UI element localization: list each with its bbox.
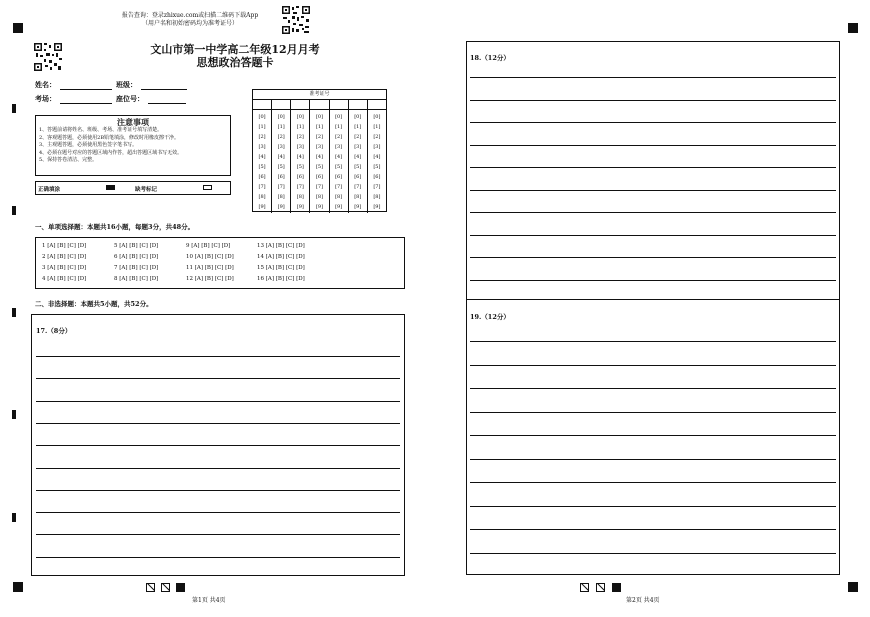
ticket-digit-bubble[interactable]: [1] [315,124,324,130]
writing-line [470,341,836,342]
writing-line [36,445,400,446]
question-label-q17: 17.（8分） [36,327,72,335]
ticket-digit-bubble[interactable]: [5] [335,164,343,170]
ticket-digit-bubble[interactable]: [7] [296,184,304,190]
qr-code-icon [281,5,311,35]
ticket-digit-bubble[interactable]: [6] [296,174,304,180]
writing-line [36,378,400,379]
ticket-title: 准考证号 [253,90,386,100]
ticket-digit-bubble[interactable]: [5] [315,164,324,170]
ticket-write-cell[interactable] [330,100,349,109]
writing-line [470,506,836,507]
ticket-digit-bubble[interactable]: [3] [315,144,324,150]
writing-line [36,356,400,357]
ticket-digit-bubble[interactable]: [7] [258,184,266,190]
correct-fill-label: 正确填涂 [38,187,61,193]
writing-line [36,468,400,469]
ticket-digit-columns [253,110,386,213]
ticket-digit-bubble[interactable]: [9] [354,204,362,210]
page-marker-slashed-box [596,583,605,592]
ticket-write-cell[interactable] [291,100,310,109]
writing-line [470,365,836,366]
ticket-digit-bubble[interactable]: [7] [335,184,343,190]
ticket-digit-bubble[interactable]: [0] [315,114,324,120]
ticket-digit-bubble[interactable]: [3] [258,144,266,150]
side-tick-mark [12,513,16,522]
mc-question-12[interactable]: 12 [A] [B] [C] [D] [186,276,234,282]
ticket-digit-bubble[interactable]: [5] [296,164,304,170]
ticket-digit-bubble[interactable]: [4] [258,154,266,160]
mc-question-8[interactable]: 8 [A] [B] [C] [D] [114,276,159,282]
ticket-digit-bubble[interactable]: [5] [354,164,362,170]
ticket-digit-bubble[interactable]: [1] [354,124,362,130]
ticket-digit-bubble[interactable]: [1] [258,124,266,130]
qr-code-icon [33,42,63,72]
notice-box [35,115,231,176]
ticket-digit-bubble[interactable]: [9] [296,204,304,210]
ticket-digit-bubble[interactable]: [3] [335,144,343,150]
side-tick-mark [12,206,16,215]
ticket-digit-bubble[interactable]: [8] [296,194,304,200]
writing-line [36,557,400,558]
writing-line [470,100,836,101]
answer-box-q17[interactable] [31,314,405,576]
writing-line [470,553,836,554]
ticket-digit-bubble[interactable]: [6] [354,174,362,180]
room-seat-row [35,94,186,104]
page-marker-slashed-box [146,583,155,592]
notice-item: 1、答题前请将姓名、班级、考场、准考证号填写清楚。 [39,127,163,133]
ticket-digit-bubble[interactable]: [4] [335,154,343,160]
ticket-digit-bubble[interactable]: [0] [258,114,266,120]
ticket-digit-bubble[interactable]: [7] [277,184,285,190]
fill-legend [35,181,231,195]
exam-subtitle: 思想政治答题卡 [196,56,274,69]
section1-title: 一、单项选择题：本题共16小题，每题3分，共48分。 [35,223,195,231]
mc-question-15[interactable]: 15 [A] [B] [C] [D] [257,265,305,271]
ticket-digit-bubble[interactable]: [0] [354,114,362,120]
notice-title: 注意事项 [117,117,149,127]
ticket-digit-bubble[interactable]: [8] [258,194,266,200]
notice-item: 5、保持答卷清洁、完整。 [39,157,98,163]
ticket-digit-bubble[interactable]: [0] [277,114,285,120]
ticket-digit-bubble[interactable]: [5] [277,164,285,170]
writing-line [470,235,836,236]
header-note [115,12,265,28]
corner-mark-top-right [848,23,858,33]
answer-box-q18[interactable] [466,41,840,299]
ticket-digit-bubble[interactable]: [1] [335,124,343,130]
ticket-digit-bubble[interactable]: [6] [373,174,381,180]
corner-mark-bottom-right [848,582,858,592]
ticket-digit-bubble[interactable]: [8] [315,194,324,200]
ticket-digit-bubble[interactable]: [3] [373,144,381,150]
ticket-number-grid [252,89,387,212]
corner-mark-top-left [13,23,23,33]
ticket-digit-bubble[interactable]: [8] [373,194,381,200]
ticket-digit-column [368,110,386,213]
class-field[interactable] [141,81,187,90]
writing-line [36,512,400,513]
correct-fill-sample [106,185,115,190]
corner-mark-bottom-left [13,582,23,592]
page-footer-1: 第1页 共4页 [192,597,226,604]
ticket-digit-bubble[interactable]: [7] [373,184,381,190]
name-class-row [35,80,187,90]
ticket-digit-bubble[interactable]: [0] [335,114,343,120]
ticket-digit-bubble[interactable]: [2] [335,134,343,140]
writing-line [470,122,836,123]
mc-question-3[interactable]: 3 [A] [B] [C] [D] [42,265,87,271]
ticket-digit-bubble[interactable]: [4] [296,154,304,160]
ticket-digit-bubble[interactable]: [9] [373,204,381,210]
mc-question-6[interactable]: 6 [A] [B] [C] [D] [114,254,159,260]
writing-line [470,212,836,213]
side-tick-mark [12,410,16,419]
writing-line [470,190,836,191]
mc-question-9[interactable]: 9 [A] [B] [C] [D] [186,243,231,249]
writing-line [470,435,836,436]
side-tick-mark [12,308,16,317]
ticket-digit-bubble[interactable]: [2] [258,134,266,140]
ticket-digit-column [253,110,272,213]
ticket-digit-bubble[interactable]: [9] [277,204,285,210]
ticket-digit-bubble[interactable]: [2] [296,134,304,140]
ticket-digit-bubble[interactable]: [1] [277,124,285,130]
writing-line [470,388,836,389]
page-marker-filled-box [612,583,621,592]
header-note-line1: 报告查询：登录zhixue.com或扫描二维码下载App [121,12,259,19]
seat-label: 座位号： [116,94,144,103]
notice-item: 4、必须在题号对应的答题区域内作答，超出答题区域书写无效。 [39,149,183,156]
exam-title: 文山市第一中学高二年级12月月考 [150,43,320,56]
writing-line [36,423,400,424]
ticket-digit-bubble[interactable]: [8] [335,194,343,200]
ticket-digit-bubble[interactable]: [5] [373,164,381,170]
ticket-digit-bubble[interactable]: [6] [315,174,324,180]
ticket-digit-bubble[interactable]: [8] [354,194,362,200]
ticket-digit-bubble[interactable]: [9] [258,204,266,210]
ticket-digit-column [272,110,291,213]
writing-line [36,401,400,402]
absent-mark-label: 缺考标记 [135,187,158,193]
notice-item: 3、主观题答题，必须使用黑色签字笔书写。 [39,142,138,148]
ticket-digit-bubble[interactable]: [2] [277,134,285,140]
ticket-write-cell[interactable] [310,100,329,109]
writing-line [470,145,836,146]
answer-box-q19[interactable] [466,300,840,575]
ticket-digit-column [349,110,368,213]
page-marker-slashed-box [161,583,170,592]
ticket-digit-bubble[interactable]: [4] [277,154,285,160]
writing-line [470,167,836,168]
seat-field[interactable] [148,95,186,104]
ticket-digit-bubble[interactable]: [1] [296,124,304,130]
ticket-digit-bubble[interactable]: [8] [277,194,285,200]
ticket-digit-bubble[interactable]: [0] [373,114,381,120]
ticket-digit-bubble[interactable]: [2] [354,134,362,140]
section2-title: 二、非选择题：本题共5小题，共52分。 [35,300,153,308]
ticket-digit-bubble[interactable]: [7] [315,184,324,190]
mc-question-1[interactable]: 1 [A] [B] [C] [D] [42,243,87,249]
ticket-digit-bubble[interactable]: [4] [354,154,362,160]
writing-line [36,534,400,535]
writing-line [470,412,836,413]
absent-mark-checkbox[interactable] [203,185,212,190]
ticket-digit-bubble[interactable]: [6] [258,174,266,180]
page-marker-slashed-box [580,583,589,592]
ticket-write-cell[interactable] [368,100,386,109]
ticket-digit-bubble[interactable]: [5] [258,164,266,170]
ticket-digit-bubble[interactable]: [1] [373,124,381,130]
ticket-digit-bubble[interactable]: [4] [315,154,324,160]
class-label: 班级： [116,80,137,89]
ticket-digit-bubble[interactable]: [4] [373,154,381,160]
header-note-line2: （用户名和初始密码均为准考证号） [141,20,238,27]
mc-question-5[interactable]: 5 [A] [B] [C] [D] [114,243,159,249]
page-marker-filled-box [176,583,185,592]
ticket-write-cell[interactable] [349,100,368,109]
multiple-choice-box [35,237,405,289]
ticket-digit-bubble[interactable]: [2] [315,134,324,140]
mc-question-13[interactable]: 13 [A] [B] [C] [D] [257,243,305,249]
ticket-digit-column [330,110,349,213]
mc-question-11[interactable]: 11 [A] [B] [C] [D] [186,265,234,271]
mc-question-14[interactable]: 14 [A] [B] [C] [D] [257,254,305,260]
ticket-digit-bubble[interactable]: [3] [296,144,304,150]
name-label: 姓名： [35,80,56,89]
ticket-digit-bubble[interactable]: [3] [354,144,362,150]
ticket-digit-bubble[interactable]: [9] [335,204,343,210]
name-field[interactable] [60,81,112,90]
ticket-digit-column [291,110,310,213]
ticket-write-cell[interactable] [253,100,272,109]
ticket-digit-bubble[interactable]: [6] [335,174,343,180]
writing-line [470,529,836,530]
page-footer-2: 第2页 共4页 [626,597,660,604]
writing-line [36,490,400,491]
ticket-write-row [253,100,386,110]
writing-line [470,459,836,460]
writing-line [470,77,836,78]
ticket-digit-bubble[interactable]: [3] [277,144,285,150]
mc-question-7[interactable]: 7 [A] [B] [C] [D] [114,265,159,271]
ticket-digit-bubble[interactable]: [0] [296,114,304,120]
question-label-q19: 19.（12分） [470,313,510,321]
question-label-q18: 18.（12分） [470,54,510,62]
side-tick-mark [12,104,16,113]
ticket-digit-bubble[interactable]: [7] [354,184,362,190]
notice-item: 2、客观题答题，必须使用2B铅笔填涂，修改时用橡皮擦干净。 [39,134,180,141]
ticket-write-cell[interactable] [272,100,291,109]
room-label: 考场： [35,94,56,103]
writing-line [470,482,836,483]
ticket-digit-bubble[interactable]: [2] [373,134,381,140]
ticket-digit-bubble[interactable]: [6] [277,174,285,180]
mc-question-16[interactable]: 16 [A] [B] [C] [D] [257,276,305,282]
room-field[interactable] [60,95,112,104]
writing-line [470,280,836,281]
mc-question-2[interactable]: 2 [A] [B] [C] [D] [42,254,87,260]
mc-question-10[interactable]: 10 [A] [B] [C] [D] [186,254,234,260]
mc-question-4[interactable]: 4 [A] [B] [C] [D] [42,276,87,282]
writing-line [470,257,836,258]
ticket-digit-bubble[interactable]: [9] [315,204,324,210]
ticket-digit-column [310,110,329,213]
